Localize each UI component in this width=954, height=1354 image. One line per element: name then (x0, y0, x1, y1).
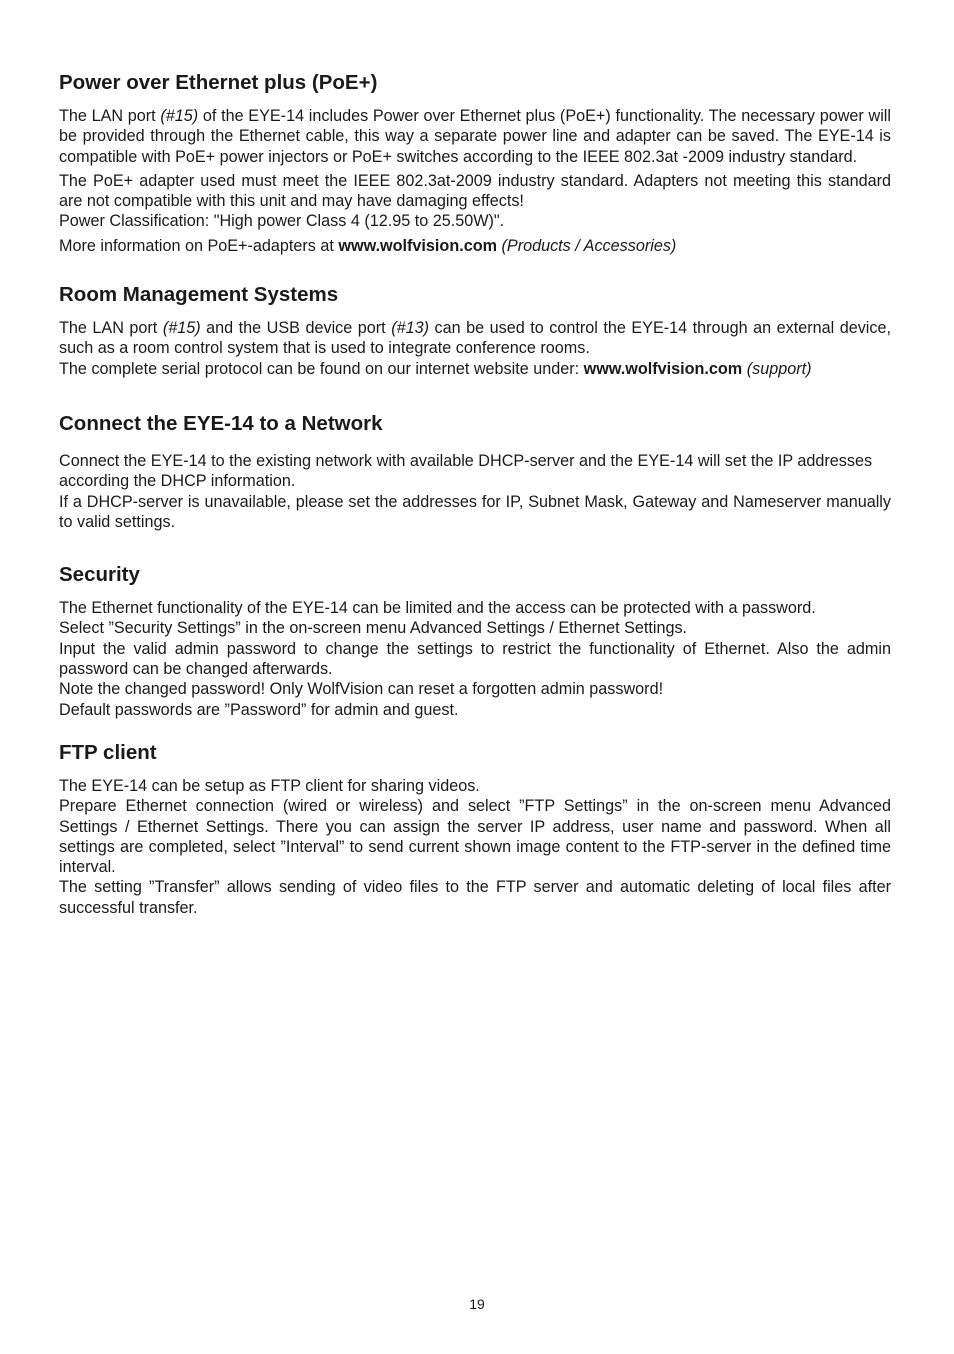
rms-paragraph-2 (59, 359, 891, 379)
network-paragraph-2: If a DHCP-server is unavailable, please set the addresses for IP, Subnet Mask, Gateway and Nameserver manually to valid settings. (59, 492, 891, 531)
security-paragraph-2: Select ”Security Settings” in the on-screen menu Advanced Settings / Ethernet Settings. (59, 619, 688, 638)
poe-paragraph-1 (59, 106, 891, 167)
section-room-management (59, 282, 891, 379)
text-span: The complete serial protocol can be found on our internet website under: (59, 359, 584, 378)
security-paragraph-1: The Ethernet functionality of the EYE-14 can be limited and the access can be protected with a password. (59, 599, 816, 618)
website-link[interactable]: www.wolfvision.com (338, 236, 497, 255)
text-span: The LAN port (59, 107, 161, 125)
text-span: The LAN port (59, 319, 163, 338)
document-page (59, 70, 891, 918)
section-network (59, 411, 891, 532)
poe-paragraph-4 (59, 236, 891, 256)
poe-paragraph-2: The PoE+ adapter used must meet the IEEE 802.3at-2009 industry standard. Adapters not meeting this standard are not compatible with this unit and may have damaging effects! (59, 171, 891, 211)
section-poe (59, 70, 891, 256)
ftp-paragraph-1: The EYE-14 can be setup as FTP client for sharing videos. (59, 776, 480, 795)
link-note: (support) (746, 359, 812, 378)
link-note: (Products / Accessories) (501, 236, 677, 255)
port-reference: (#15) (162, 319, 201, 338)
security-paragraph-3: Input the valid admin password to change the settings to restrict the functionality of Ethernet. Also the admin password can be changed afterwards. (59, 639, 891, 679)
port-reference: (#15) (160, 107, 199, 125)
ftp-paragraph-3: The setting ”Transfer” allows sending of video files to the FTP server and automatic deleting of local files after successful transfer. (59, 878, 891, 917)
text-span: and the USB device port (200, 319, 392, 338)
section-heading-room-management: Room Management Systems (59, 283, 339, 307)
page-number: 19 (469, 1296, 485, 1312)
security-paragraph-4: Note the changed password! Only WolfVision can reset a forgotten admin password! (59, 680, 664, 699)
section-ftp-client (59, 740, 891, 918)
section-security (59, 562, 891, 720)
text-span: can be used to control the EYE-14 through an external device, such as a room control system that is used to integrate conference rooms. (59, 319, 891, 358)
network-paragraph-1: Connect the EYE-14 to the existing network with available DHCP-server and the EYE-14 will set the IP addresses according the DHCP information. (59, 451, 873, 491)
text-span: of the EYE-14 includes Power over Ethernet plus (PoE+) functionality. The necessary power will be provided through the Ethernet cable, this way a separate power line and adapter can be saved. The EYE-14 is compatible with PoE+ power injectors or PoE+ switches according to the IEEE 802.3at -2009 industry standard. (59, 107, 891, 166)
port-reference: (#13) (391, 319, 429, 338)
section-heading-network: Connect the EYE-14 to a Network (59, 411, 383, 435)
rms-paragraph-1 (59, 318, 891, 359)
section-heading-security: Security (59, 563, 140, 587)
website-link[interactable]: www.wolfvision.com (583, 359, 743, 378)
text-span: More information on PoE+-adapters at (59, 236, 339, 255)
section-heading-ftp-client: FTP client (59, 740, 157, 764)
section-heading-poe: Power over Ethernet plus (PoE+) (59, 71, 378, 94)
ftp-paragraph-2: Prepare Ethernet connection (wired or wireless) and select ”FTP Settings” in the on-screen menu Advanced Settings / Ethernet Settings. There you can assign the server IP address, user name and password. When all settings are completed, select ”Interval” to send current shown image content to the FTP-server in the defined time interval. (59, 797, 891, 877)
poe-paragraph-3: Power Classification: "High power Class 4 (12.95 to 25.50W)". (59, 212, 505, 231)
security-paragraph-5: Default passwords are ”Password” for admin and guest. (59, 700, 459, 719)
